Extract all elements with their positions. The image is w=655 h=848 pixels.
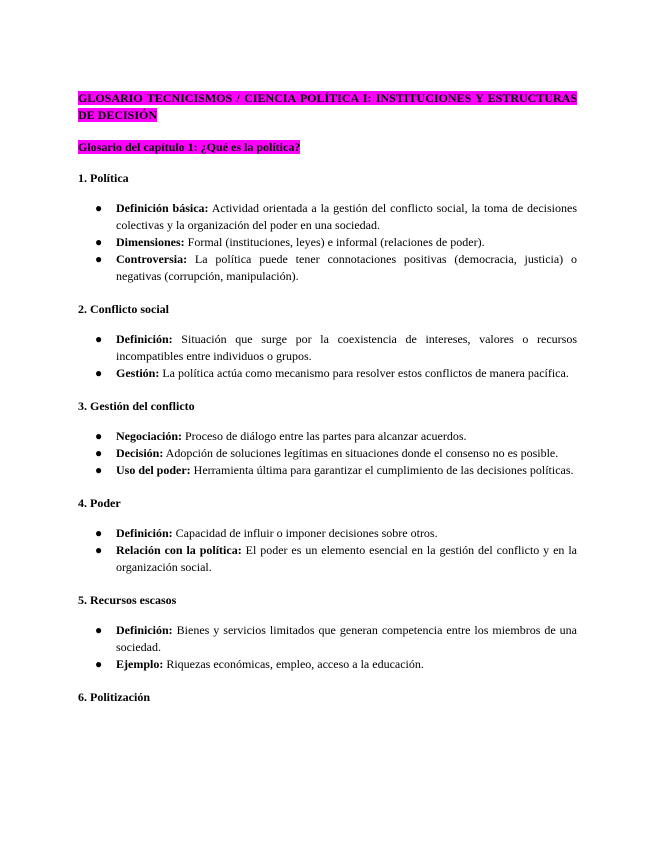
glossary-sections bbox=[78, 170, 577, 706]
glossary-definition: Proceso de diálogo entre las partes para alcanzar acuerdos. bbox=[181, 429, 467, 443]
document-title bbox=[78, 90, 577, 124]
glossary-term: Ejemplo: bbox=[116, 657, 164, 671]
bullet-icon: ● bbox=[95, 526, 103, 540]
glossary-definition: Formal (instituciones, leyes) e informal (relaciones de poder). bbox=[184, 235, 485, 249]
glossary-term: Definición: bbox=[116, 332, 173, 346]
glossary-term: Definición básica: bbox=[116, 201, 209, 215]
bullet-icon: ● bbox=[95, 252, 103, 266]
bullet-icon: ● bbox=[95, 366, 103, 380]
section-title: 3. Gestión del conflicto bbox=[78, 399, 195, 413]
list-item bbox=[95, 331, 577, 365]
bullet-icon: ● bbox=[95, 235, 103, 249]
list-item bbox=[95, 656, 577, 673]
glossary-term: Uso del poder: bbox=[116, 463, 191, 477]
bullet-list bbox=[78, 525, 577, 576]
glossary-definition: Situación que surge por la coexistencia de intereses, valores o recursos incompatibles entre individuos o grupos. bbox=[116, 332, 577, 363]
glossary-definition: El poder es un elemento esencial en la gestión del conflicto y en la organización social. bbox=[116, 543, 577, 574]
bullet-list bbox=[78, 428, 577, 479]
section-title: 6. Politización bbox=[78, 690, 150, 704]
list-item bbox=[95, 622, 577, 656]
glossary-term: Controversia: bbox=[116, 252, 188, 266]
bullet-icon: ● bbox=[95, 463, 103, 477]
list-item bbox=[95, 525, 577, 542]
title-highlight: GLOSARIO TECNICISMOS / CIENCIA POLÍTICA I: INSTITUCIONES Y ESTRUCTURAS DE DECISIÓN bbox=[78, 91, 577, 122]
glossary-definition: Bienes y servicios limitados que generan competencia entre los miembros de una sociedad. bbox=[116, 623, 577, 654]
bullet-icon: ● bbox=[95, 201, 103, 215]
chapter-highlight: Glosario del capítulo 1: ¿Qué es la política? bbox=[78, 140, 301, 154]
section-title: 5. Recursos escasos bbox=[78, 593, 177, 607]
glossary-term: Decisión: bbox=[116, 446, 164, 460]
list-item bbox=[95, 462, 577, 479]
list-item bbox=[95, 251, 577, 285]
bullet-icon: ● bbox=[95, 543, 103, 557]
glossary-definition: Capacidad de influir o imponer decisiones sobre otros. bbox=[172, 526, 438, 540]
glossary-term: Definición: bbox=[116, 623, 173, 637]
bullet-icon: ● bbox=[95, 446, 103, 460]
glossary-term: Negociación: bbox=[116, 429, 182, 443]
glossary-term: Definición: bbox=[116, 526, 173, 540]
section-title: 1. Política bbox=[78, 171, 129, 185]
glossary-section bbox=[78, 170, 577, 285]
glossary-section bbox=[78, 592, 577, 673]
glossary-definition: Herramienta última para garantizar el cumplimiento de las decisiones políticas. bbox=[190, 463, 574, 477]
glossary-definition: La política actúa como mecanismo para resolver estos conflictos de manera pacífica. bbox=[159, 366, 569, 380]
glossary-section bbox=[78, 398, 577, 479]
glossary-term: Dimensiones: bbox=[116, 235, 185, 249]
glossary-definition: La política puede tener connotaciones positivas (democracia, justicia) o negativas (corrupción, manipulación). bbox=[116, 252, 577, 283]
bullet-list bbox=[78, 200, 577, 285]
glossary-definition: Riquezas económicas, empleo, acceso a la educación. bbox=[163, 657, 424, 671]
bullet-list bbox=[78, 622, 577, 673]
glossary-definition: Actividad orientada a la gestión del conflicto social, la toma de decisiones colectivas y la organización del poder en una sociedad. bbox=[116, 201, 578, 232]
glossary-term: Gestión: bbox=[116, 366, 160, 380]
list-item bbox=[95, 234, 577, 251]
list-item bbox=[95, 365, 577, 382]
glossary-section bbox=[78, 301, 577, 382]
section-title: 2. Conflicto social bbox=[78, 302, 169, 316]
glossary-section bbox=[78, 495, 577, 576]
chapter-title bbox=[78, 139, 577, 156]
bullet-icon: ● bbox=[95, 623, 103, 637]
glossary-term: Relación con la política: bbox=[116, 543, 242, 557]
bullet-list bbox=[78, 331, 577, 382]
bullet-icon: ● bbox=[95, 429, 103, 443]
list-item bbox=[95, 200, 578, 234]
glossary-definition: Adopción de soluciones legítimas en situaciones donde el consenso no es posible. bbox=[163, 446, 559, 460]
section-title: 4. Poder bbox=[78, 496, 121, 510]
list-item bbox=[95, 542, 577, 576]
list-item bbox=[95, 428, 577, 445]
list-item bbox=[95, 445, 577, 462]
bullet-icon: ● bbox=[95, 657, 103, 671]
glossary-section bbox=[78, 689, 577, 706]
document-page bbox=[78, 90, 577, 706]
bullet-icon: ● bbox=[95, 332, 103, 346]
